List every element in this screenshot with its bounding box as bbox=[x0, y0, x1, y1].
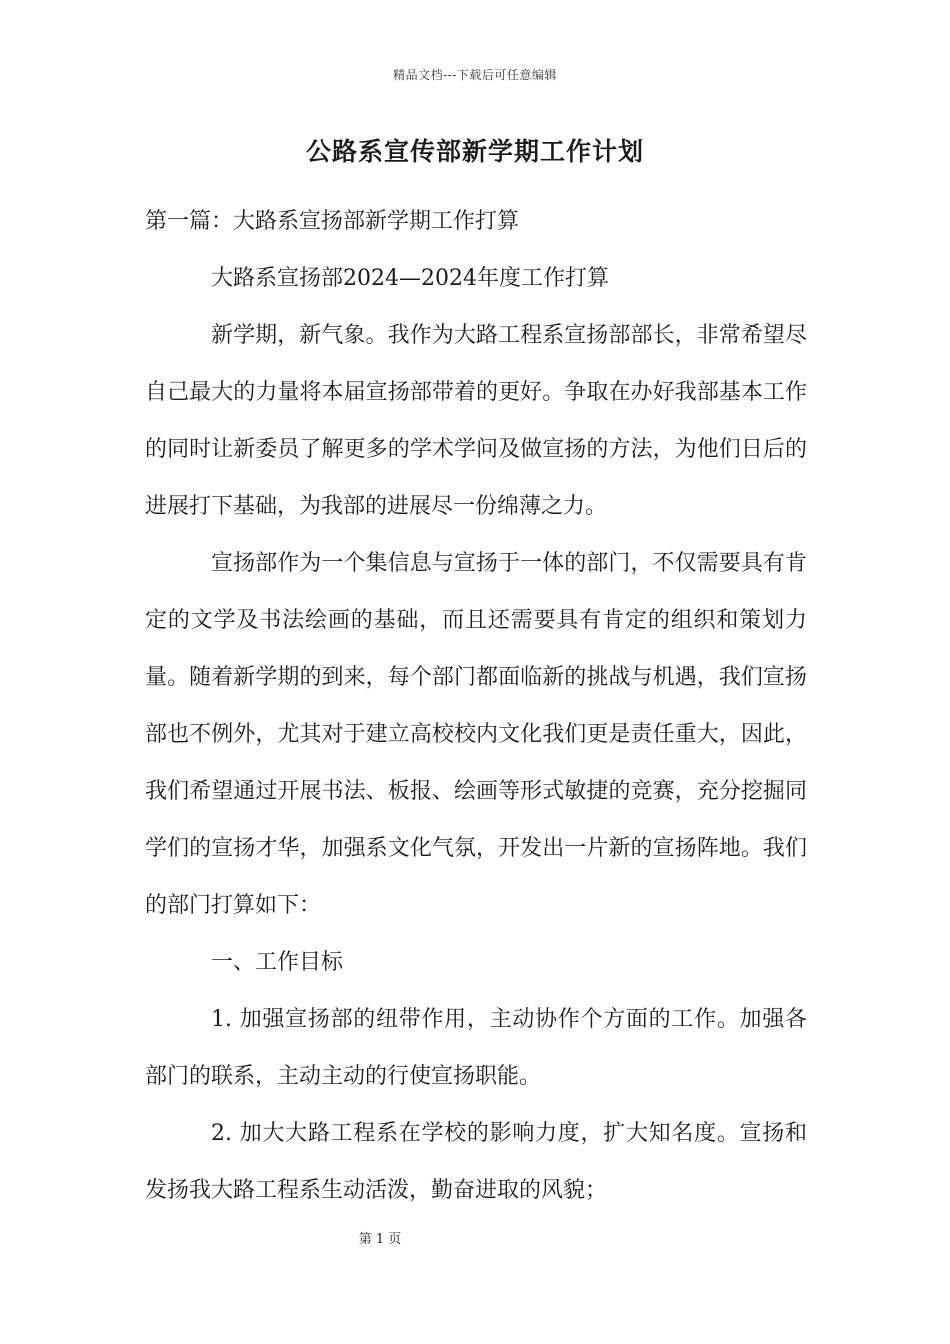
intro-paragraph: 新学期，新气象。我作为大路工程系宣扬部部长，非常希望尽自己最大的力量将本届宣扬部带着的更好。争取在办好我部基本工作的同时让新委员了解更多的学术学问及做宣扬的方法，为他们日后的进展打下基础，为我部的进展尽一份绵薄之力。 bbox=[145, 323, 807, 519]
plan-subtitle: 大路系宣扬部2024—2024年度工作打算 bbox=[211, 266, 609, 291]
document-title: 公路系宣传部新学期工作计划 bbox=[305, 137, 644, 166]
description-paragraph: 宣扬部作为一个集信息与宣扬于一体的部门，不仅需要具有肯定的文学及书法绘画的基础，而且还需要具有肯定的组织和策划力量。随着新学期的到来，每个部门都面临新的挑战与机遇，我们宣扬部也不例外，尤其对于建立高校校内文化我们更是责任重大，因此，我们希望通过开展书法、板报、绘画等形式敏捷的竞赛，充分挖掘同学们的宣扬才华，加强系文化气氛，开发出一片新的宣扬阵地。我们的部门打算如下： bbox=[145, 551, 807, 918]
goal-item-2: 2. 加大大路工程系在学校的影响力度，扩大知名度。宣扬和发扬我大路工程系生动活泼，勤奋进取的风貌； bbox=[145, 1121, 807, 1203]
page-number: 第 1 页 bbox=[358, 1232, 402, 1247]
document-body bbox=[145, 193, 807, 1219]
section-heading: 第一篇：大路系宣扬部新学期工作打算 bbox=[145, 209, 520, 234]
goal-item-1: 1. 加强宣扬部的纽带作用，主动协作个方面的工作。加强各部门的联系，主动主动的行使宣扬职能。 bbox=[145, 1007, 807, 1089]
goals-heading: 一、工作目标 bbox=[211, 950, 344, 975]
header-note: 精品文档---下载后可任意编辑 bbox=[393, 68, 557, 82]
